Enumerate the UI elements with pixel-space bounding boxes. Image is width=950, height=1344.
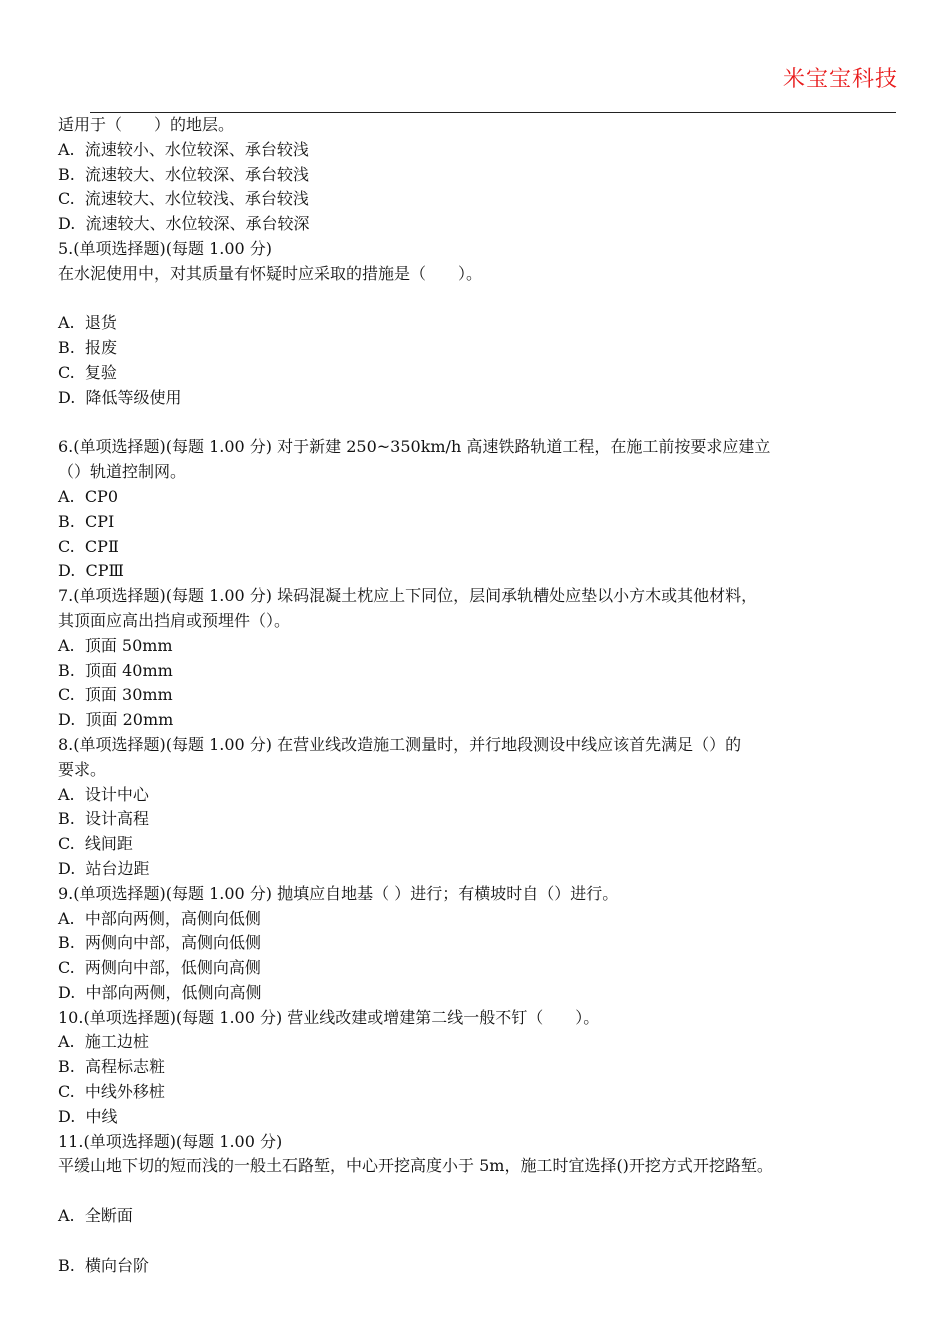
q8-option-d: D. 站台边距 bbox=[58, 858, 150, 878]
q4-option-d: D. 流速较大、水位较深、承台较深 bbox=[58, 214, 310, 234]
q9-option-b: B. 两侧向中部，高侧向低侧 bbox=[58, 933, 262, 953]
q7-stem-line2: 其顶面应高出挡肩或预埋件（）。 bbox=[58, 610, 291, 630]
q4-option-a: A. 流速较小、水位较深、承台较浅 bbox=[58, 139, 309, 159]
q10-stem: 10.(单项选择题)(每题 1.00 分) 营业线改建或增建第二线一般不钉（ ）。 bbox=[58, 1007, 600, 1027]
q11-stem: 平缓山地下切的短而浅的一般土石路堑，中心开挖高度小于 5m，施工时宜选择()开挖方式开挖路堑。 bbox=[58, 1156, 773, 1176]
q7-stem-line1: 7.(单项选择题)(每题 1.00 分) 垛码混凝土枕应上下同位，层间承轨槽处应垫以小方木或其他材料， bbox=[58, 586, 758, 606]
document-body bbox=[58, 113, 898, 1278]
q4-option-b: B. 流速较大、水位较深、承台较浅 bbox=[58, 164, 310, 184]
q5-header: 5.(单项选择题)(每题 1.00 分) bbox=[58, 238, 273, 258]
q10-option-b: B. 高程标志粧 bbox=[58, 1057, 166, 1077]
q4-option-c: C. 流速较大、水位较浅、承台较浅 bbox=[58, 189, 309, 209]
q8-stem-line1: 8.(单项选择题)(每题 1.00 分) 在营业线改造施工测量时，并行地段测设中线应该首先满足（）的 bbox=[58, 734, 742, 754]
brand-logo-text: 米宝宝科技 bbox=[782, 67, 898, 92]
q8-stem-line2: 要求。 bbox=[58, 759, 107, 779]
q9-stem: 9.(单项选择题)(每题 1.00 分) 抛填应自地基（ ）进行；有横坡时自（）进行。 bbox=[58, 883, 619, 903]
q10-option-d: D. 中线 bbox=[58, 1106, 118, 1126]
q8-option-a: A. 设计中心 bbox=[58, 784, 149, 804]
spacer bbox=[58, 411, 898, 436]
q7-option-b: B. 顶面 40mm bbox=[58, 660, 173, 680]
q5-stem: 在水泥使用中，对其质量有怀疑时应采取的措施是（ ）。 bbox=[58, 263, 483, 283]
q7-option-d: D. 顶面 20mm bbox=[58, 710, 174, 730]
q10-option-a: A. 施工边桩 bbox=[58, 1032, 149, 1052]
q5-option-a: A. 退货 bbox=[58, 313, 117, 333]
spacer bbox=[58, 1179, 898, 1204]
spacer bbox=[58, 1229, 898, 1254]
q5-option-d: D. 降低等级使用 bbox=[58, 387, 182, 407]
q8-option-b: B. 设计高程 bbox=[58, 809, 150, 829]
q11-option-a: A. 全断面 bbox=[58, 1206, 133, 1226]
q6-option-a: A. CP0 bbox=[58, 486, 118, 506]
q11-option-b: B. 横向台阶 bbox=[58, 1255, 150, 1275]
q6-stem-line1: 6.(单项选择题)(每题 1.00 分) 对于新建 250~350km/h 高速铁路轨道工程，在施工前按要求应建立 bbox=[58, 437, 771, 457]
q10-option-c: C. 中线外移桩 bbox=[58, 1082, 165, 1102]
q9-option-d: D. 中部向两侧，低侧向高侧 bbox=[58, 982, 262, 1002]
q7-option-a: A. 顶面 50mm bbox=[58, 635, 173, 655]
q8-option-c: C. 线间距 bbox=[58, 834, 133, 854]
q6-option-d: D. CPⅢ bbox=[58, 561, 124, 581]
q7-option-c: C. 顶面 30mm bbox=[58, 685, 173, 705]
q5-option-b: B. 报废 bbox=[58, 338, 118, 358]
q6-option-c: C. CPⅡ bbox=[58, 536, 119, 556]
q4-stem-tail: 适用于（ ）的地层。 bbox=[58, 115, 235, 134]
spacer bbox=[58, 287, 898, 312]
q6-option-b: B. CPⅠ bbox=[58, 511, 115, 531]
q6-stem-line2: （）轨道控制网。 bbox=[58, 462, 187, 482]
q9-option-c: C. 两侧向中部，低侧向高侧 bbox=[58, 958, 261, 978]
q5-option-c: C. 复验 bbox=[58, 362, 117, 382]
q11-header: 11.(单项选择题)(每题 1.00 分) bbox=[58, 1131, 283, 1151]
q9-option-a: A. 中部向两侧，高侧向低侧 bbox=[58, 908, 261, 928]
